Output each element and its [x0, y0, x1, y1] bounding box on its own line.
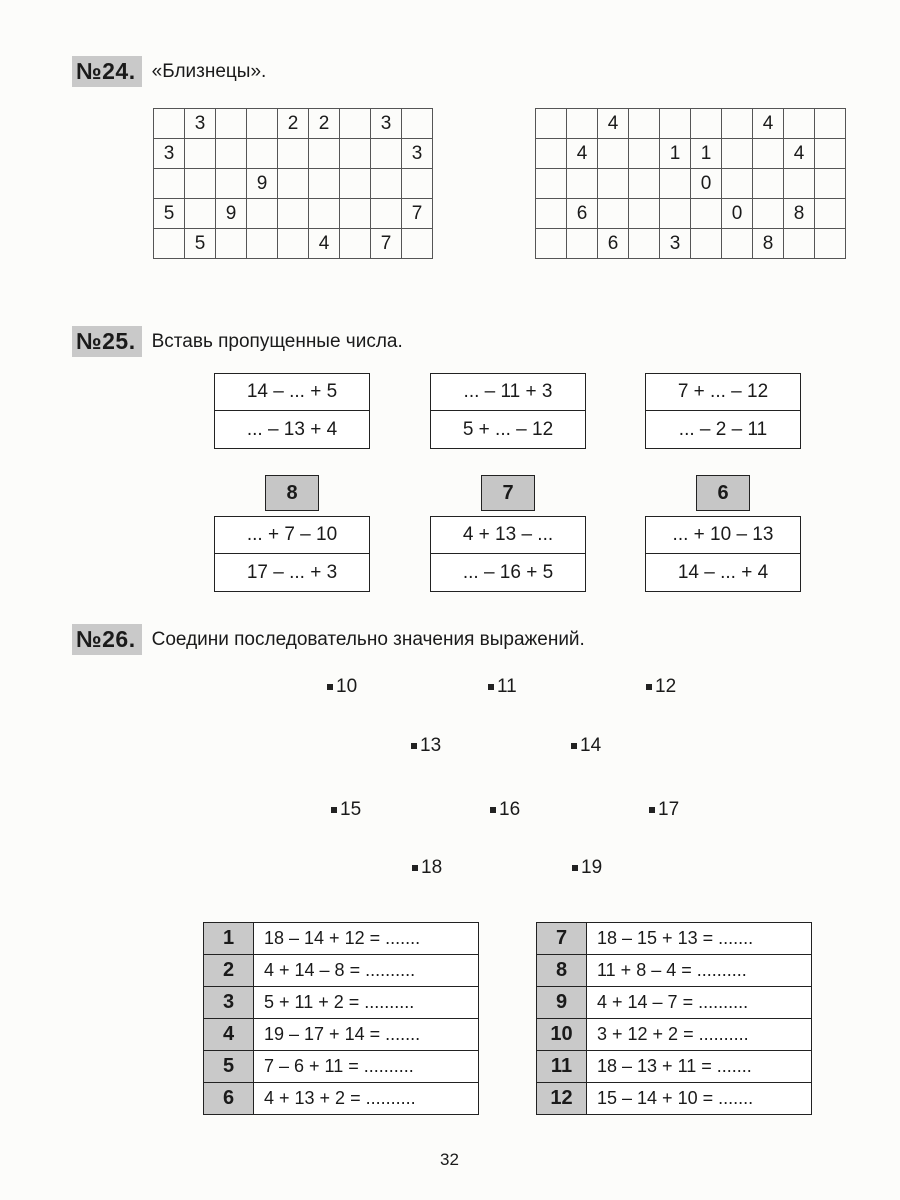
grid-cell[interactable] [722, 139, 753, 169]
grid-cell[interactable]: 0 [722, 199, 753, 229]
grid-cell[interactable] [536, 229, 567, 259]
expression-index: 9 [537, 987, 587, 1019]
target-number: 7 [481, 475, 535, 511]
page-number: 32 [440, 1150, 459, 1169]
grid-cell[interactable] [340, 199, 371, 229]
grid-cell[interactable] [340, 139, 371, 169]
expression-text[interactable]: 18 – 13 + 11 = ....... [587, 1051, 812, 1083]
grid-cell[interactable] [340, 169, 371, 199]
expression-box[interactable]: 5 + ... – 12 [430, 411, 586, 449]
expression-row [537, 1083, 812, 1115]
dot-point[interactable]: 14 [571, 735, 601, 757]
grid-cell[interactable] [402, 169, 433, 199]
grid-cell[interactable] [815, 199, 846, 229]
grid-cell[interactable]: 1 [660, 139, 691, 169]
grid-cell[interactable] [815, 169, 846, 199]
grid-cell[interactable]: 4 [784, 139, 815, 169]
grid-cell[interactable] [185, 169, 216, 199]
grid-cell[interactable]: 1 [691, 139, 722, 169]
expression-box[interactable]: ... + 10 – 13 [645, 516, 801, 554]
square-marker-icon [331, 807, 337, 813]
dot-point[interactable]: 15 [331, 799, 361, 821]
grid-row [154, 109, 433, 139]
grid-row [536, 139, 846, 169]
grid-cell[interactable] [278, 229, 309, 259]
grid-cell[interactable] [278, 139, 309, 169]
grid-cell[interactable] [402, 109, 433, 139]
grid-cell[interactable]: 3 [660, 229, 691, 259]
grid-cell[interactable] [567, 109, 598, 139]
expression-text[interactable]: 18 – 15 + 13 = ....... [587, 923, 812, 955]
grid-cell[interactable] [185, 139, 216, 169]
grid-cell[interactable] [691, 109, 722, 139]
task-26-title: Соедини последовательно значения выражений. [151, 628, 585, 650]
grid-cell[interactable] [567, 229, 598, 259]
grid-cell[interactable] [247, 199, 278, 229]
task-24-title: «Близнецы». [151, 60, 267, 82]
expression-row [204, 1019, 479, 1051]
grid-cell[interactable] [278, 169, 309, 199]
expression-row [537, 1019, 812, 1051]
grid-cell[interactable]: 3 [154, 139, 185, 169]
grid-cell[interactable] [216, 229, 247, 259]
grid-cell[interactable] [567, 169, 598, 199]
expression-index: 3 [204, 987, 254, 1019]
grid-cell[interactable]: 8 [753, 229, 784, 259]
task-25-header [72, 326, 403, 357]
grid-cell[interactable] [753, 199, 784, 229]
grid-cell[interactable] [247, 229, 278, 259]
square-marker-icon [411, 743, 417, 749]
target-number: 6 [696, 475, 750, 511]
grid-cell[interactable]: 2 [309, 109, 340, 139]
grid-cell[interactable] [216, 169, 247, 199]
grid-cell[interactable] [154, 229, 185, 259]
grid-cell[interactable]: 3 [402, 139, 433, 169]
expression-box[interactable]: ... – 16 + 5 [430, 554, 586, 592]
grid-cell[interactable]: 7 [371, 229, 402, 259]
grid-cell[interactable] [371, 169, 402, 199]
expression-text[interactable]: 11 + 8 – 4 = .......... [587, 955, 812, 987]
expression-row [537, 1051, 812, 1083]
grid-cell[interactable]: 6 [598, 229, 629, 259]
expression-index: 5 [204, 1051, 254, 1083]
grid-cell[interactable]: 8 [784, 199, 815, 229]
expression-index: 1 [204, 923, 254, 955]
grid-cell[interactable]: 5 [185, 229, 216, 259]
grid-cell[interactable] [629, 199, 660, 229]
grid-cell[interactable]: 4 [567, 139, 598, 169]
expression-text[interactable]: 18 – 14 + 12 = ....... [254, 923, 479, 955]
grid-cell[interactable] [340, 109, 371, 139]
grid-cell[interactable]: 4 [309, 229, 340, 259]
grid-row [536, 199, 846, 229]
expression-index: 6 [204, 1083, 254, 1115]
grid-cell[interactable] [402, 229, 433, 259]
expression-row [204, 955, 479, 987]
square-marker-icon [327, 684, 333, 690]
grid-cell[interactable] [660, 169, 691, 199]
grid-cell[interactable] [340, 229, 371, 259]
grid-row [154, 199, 433, 229]
expression-index: 12 [537, 1083, 587, 1115]
expressions-table-left [203, 922, 479, 1115]
grid-row [536, 229, 846, 259]
grid-cell[interactable] [722, 169, 753, 199]
grid-cell[interactable] [536, 169, 567, 199]
expression-index: 7 [537, 923, 587, 955]
grid-cell[interactable] [536, 109, 567, 139]
expressions-table-right [536, 922, 812, 1115]
task-25-number: №25. [72, 326, 142, 357]
grid-cell[interactable]: 4 [598, 109, 629, 139]
expression-row [204, 1083, 479, 1115]
grid-cell[interactable] [598, 139, 629, 169]
grid-cell[interactable] [185, 199, 216, 229]
grid-row [536, 109, 846, 139]
grid-cell[interactable] [309, 199, 340, 229]
task-25-title: Вставь пропущенные числа. [151, 330, 403, 352]
twins-grid-right [535, 108, 846, 259]
expression-text[interactable]: 4 + 13 + 2 = .......... [254, 1083, 479, 1115]
grid-cell[interactable] [536, 199, 567, 229]
expression-row [537, 955, 812, 987]
missing-numbers-column-3 [645, 373, 801, 592]
expression-index: 4 [204, 1019, 254, 1051]
grid-cell[interactable] [536, 139, 567, 169]
dot-point[interactable]: 13 [411, 735, 441, 757]
expression-box[interactable]: ... + 7 – 10 [214, 516, 370, 554]
task-24-header [72, 56, 266, 87]
expression-box[interactable]: 7 + ... – 12 [645, 373, 801, 411]
expression-index: 8 [537, 955, 587, 987]
dot-point[interactable]: 19 [572, 857, 602, 879]
grid-row [154, 169, 433, 199]
expression-box[interactable]: 14 – ... + 5 [214, 373, 370, 411]
grid-row [154, 139, 433, 169]
grid-cell[interactable] [753, 139, 784, 169]
grid-cell[interactable] [629, 169, 660, 199]
grid-cell[interactable]: 0 [691, 169, 722, 199]
square-marker-icon [412, 865, 418, 871]
expression-row [204, 1051, 479, 1083]
missing-numbers-column-2 [430, 373, 586, 592]
grid-row [154, 229, 433, 259]
expression-box[interactable]: ... – 2 – 11 [645, 411, 801, 449]
dot-point[interactable]: 10 [327, 676, 357, 698]
expression-box[interactable]: 14 – ... + 4 [645, 554, 801, 592]
grid-cell[interactable] [154, 169, 185, 199]
grid-cell[interactable] [784, 109, 815, 139]
grid-cell[interactable] [660, 199, 691, 229]
square-marker-icon [490, 807, 496, 813]
expression-text[interactable]: 4 + 14 – 7 = .......... [587, 987, 812, 1019]
expression-row [204, 923, 479, 955]
grid-cell[interactable]: 5 [154, 199, 185, 229]
grid-cell[interactable] [278, 199, 309, 229]
expression-text[interactable]: 5 + 11 + 2 = .......... [254, 987, 479, 1019]
square-marker-icon [646, 684, 652, 690]
dot-point[interactable]: 12 [646, 676, 676, 698]
grid-cell[interactable] [815, 139, 846, 169]
grid-cell[interactable] [691, 199, 722, 229]
expression-row [537, 923, 812, 955]
square-marker-icon [488, 684, 494, 690]
grid-cell[interactable] [216, 109, 247, 139]
grid-cell[interactable] [598, 169, 629, 199]
grid-cell[interactable]: 2 [278, 109, 309, 139]
dot-point[interactable]: 16 [490, 799, 520, 821]
expression-box[interactable]: ... – 11 + 3 [430, 373, 586, 411]
expression-text[interactable]: 15 – 14 + 10 = ....... [587, 1083, 812, 1115]
missing-numbers-column-1 [214, 373, 370, 592]
grid-cell[interactable] [216, 139, 247, 169]
task-26-header [72, 624, 585, 655]
grid-cell[interactable]: 6 [567, 199, 598, 229]
grid-cell[interactable] [722, 229, 753, 259]
grid-row [536, 169, 846, 199]
grid-cell[interactable]: 9 [247, 169, 278, 199]
expression-text[interactable]: 4 + 14 – 8 = .......... [254, 955, 479, 987]
expression-index: 2 [204, 955, 254, 987]
expression-text[interactable]: 3 + 12 + 2 = .......... [587, 1019, 812, 1051]
target-number: 8 [265, 475, 319, 511]
expression-text[interactable]: 19 – 17 + 14 = ....... [254, 1019, 479, 1051]
square-marker-icon [571, 743, 577, 749]
dot-point[interactable]: 17 [649, 799, 679, 821]
dot-point[interactable]: 18 [412, 857, 442, 879]
expression-row [537, 987, 812, 1019]
grid-cell[interactable] [629, 109, 660, 139]
grid-cell[interactable] [722, 109, 753, 139]
grid-cell[interactable] [815, 229, 846, 259]
task-24-number: №24. [72, 56, 142, 87]
grid-cell[interactable] [660, 109, 691, 139]
grid-cell[interactable] [784, 229, 815, 259]
expression-index: 11 [537, 1051, 587, 1083]
expression-text[interactable]: 7 – 6 + 11 = .......... [254, 1051, 479, 1083]
grid-cell[interactable]: 4 [753, 109, 784, 139]
grid-cell[interactable] [371, 139, 402, 169]
grid-cell[interactable] [629, 229, 660, 259]
expression-box[interactable]: ... – 13 + 4 [214, 411, 370, 449]
grid-cell[interactable]: 3 [185, 109, 216, 139]
grid-cell[interactable]: 9 [216, 199, 247, 229]
square-marker-icon [649, 807, 655, 813]
twins-grid-left [153, 108, 433, 259]
dot-point[interactable]: 11 [488, 676, 517, 698]
grid-cell[interactable] [691, 229, 722, 259]
grid-cell[interactable]: 7 [402, 199, 433, 229]
grid-cell[interactable] [154, 109, 185, 139]
grid-cell[interactable]: 3 [371, 109, 402, 139]
expression-box[interactable]: 17 – ... + 3 [214, 554, 370, 592]
grid-cell[interactable] [247, 139, 278, 169]
square-marker-icon [572, 865, 578, 871]
expression-box[interactable]: 4 + 13 – ... [430, 516, 586, 554]
grid-cell[interactable] [598, 199, 629, 229]
grid-cell[interactable] [629, 139, 660, 169]
expression-row [204, 987, 479, 1019]
grid-cell[interactable] [784, 169, 815, 199]
task-26-number: №26. [72, 624, 142, 655]
grid-cell[interactable] [309, 139, 340, 169]
grid-cell[interactable] [753, 169, 784, 199]
grid-cell[interactable] [247, 109, 278, 139]
grid-cell[interactable] [371, 199, 402, 229]
grid-cell[interactable] [309, 169, 340, 199]
expression-index: 10 [537, 1019, 587, 1051]
grid-cell[interactable] [815, 109, 846, 139]
